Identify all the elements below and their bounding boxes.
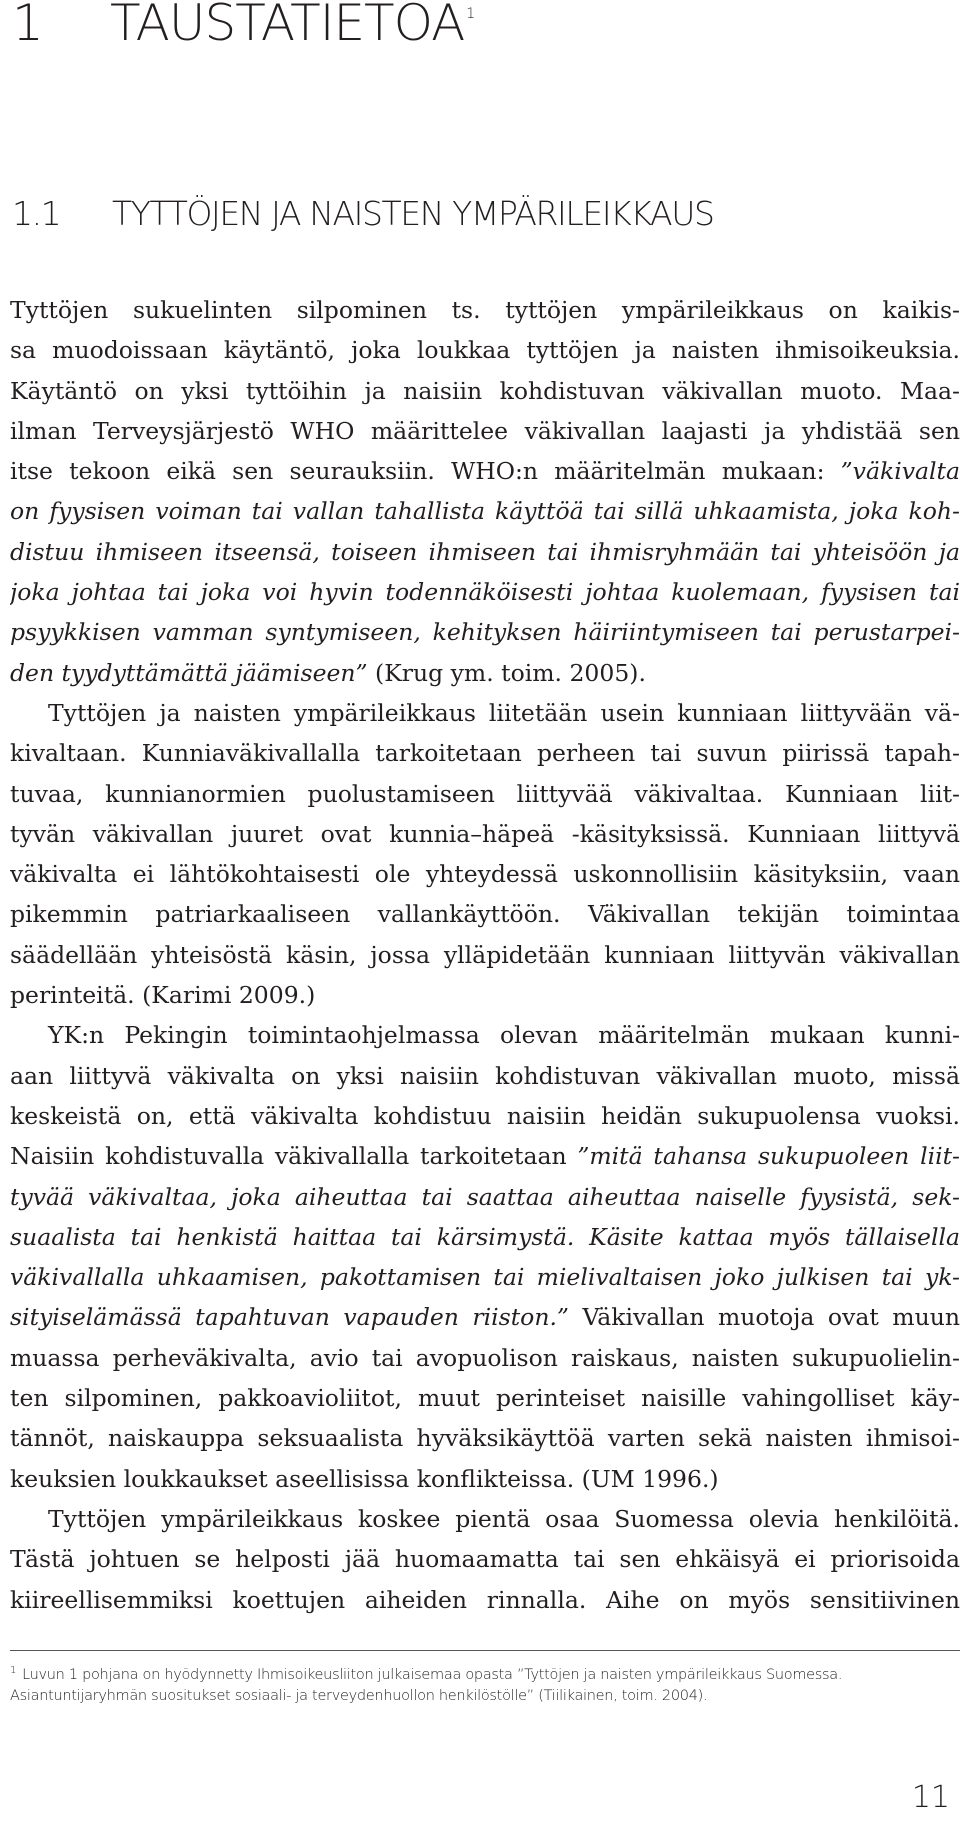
body-line: tuvaa, kunnianormien puolustamiseen liittyvää väkivaltaa. Kunniaan liit- xyxy=(10,779,960,808)
quote-line: joka johtaa tai joka voi hyvin todennäköisesti johtaa kuolemaan, fyysisen tai xyxy=(10,578,960,607)
body-line: väkivalta ei lähtökohtaisesti ole yhteydessä uskonnollisiin käsityksiin, vaan xyxy=(10,860,960,889)
body-line xyxy=(10,451,960,491)
body-line: keuksien loukkaukset aseellisissa konflikteissa. (UM 1996.) xyxy=(10,1464,719,1493)
body-line: muassa perheväkivalta, avio tai avopuolison raiskaus, naisten sukupuolielin- xyxy=(10,1343,960,1372)
section-number: 1.1 xyxy=(12,194,61,233)
body-line xyxy=(10,1297,960,1337)
quote-line: väkivallalla uhkaamisen, pakottamisen tai mielivaltaisen joko julkisen tai yk- xyxy=(10,1263,960,1292)
footnote-divider xyxy=(10,1650,960,1651)
body-text-run: itse tekoon eikä sen seurauksiin. WHO:n määritelmän mukaan: xyxy=(10,457,841,486)
quote-text: ”väkivalta xyxy=(840,457,960,486)
body-line: kivaltaan. Kunniaväkivallalla tarkoitetaan perheen tai suvun piirissä tapah- xyxy=(10,739,960,768)
section-heading xyxy=(12,194,714,233)
quote-line: tyvää väkivaltaa, joka aiheuttaa tai saattaa aiheuttaa naiselle fyysistä, sek- xyxy=(10,1182,960,1211)
body-line: pikemmin patriarkaaliseen vallankäyttöön. Väkivallan tekijän toimintaa xyxy=(10,900,960,929)
body-line: aan liittyvä väkivalta on yksi naisiin kohdistuvan väkivallan muoto, missä xyxy=(10,1061,960,1090)
citation: (Krug ym. toim. 2005). xyxy=(367,658,646,687)
body-line: perinteitä. (Karimi 2009.) xyxy=(10,981,316,1010)
body-line: tyvän väkivallan juuret ovat kunnia–häpeä -käsityksissä. Kunniaan liittyvä xyxy=(10,819,960,848)
quote-line: distuu ihmiseen itseensä, toiseen ihmiseen tai ihmisryhmään tai yhteisöön ja xyxy=(10,537,960,566)
chapter-heading xyxy=(12,0,474,52)
body-line: kiireellisemmiksi koettujen aiheiden rinnalla. Aihe on myös sensitiivinen xyxy=(10,1585,960,1614)
quote-line: suaalista tai henkistä haittaa tai kärsimystä. Käsite kattaa myös tällaisella xyxy=(10,1222,960,1251)
body-line: ilman Terveysjärjestö WHO määrittelee väkivallan laajasti ja yhdistää sen xyxy=(10,416,960,445)
footnote-mark: 1 xyxy=(10,1665,17,1676)
body-line: Tästä johtuen se helposti jää huomaamatta tai sen ehkäisyä ei priorisoida xyxy=(10,1545,960,1574)
body-line: Käytäntö on yksi tyttöihin ja naisiin kohdistuvan väkivallan muoto. Maa- xyxy=(10,376,960,405)
body-line xyxy=(10,653,960,693)
body-line: tännöt, naiskauppa seksuaalista hyväksikäyttöä varten sekä naisten ihmisoi- xyxy=(10,1424,960,1453)
chapter-number: 1 xyxy=(12,0,43,52)
quote-line: on fyysisen voiman tai vallan tahallista käyttöä tai sillä uhkaamista, joka koh- xyxy=(10,497,960,526)
body-text xyxy=(10,290,960,1620)
body-line: YK:n Pekingin toimintaohjelmassa olevan määritelmän mukaan kunni- xyxy=(48,1021,960,1050)
body-text-run: Naisiin kohdistuvalla väkivallalla tarkoitetaan xyxy=(10,1142,578,1171)
body-line: Tyttöjen ympärileikkaus koskee pientä osaa Suomessa olevia henkilöitä. xyxy=(48,1504,960,1533)
footnote-text: Luvun 1 pohjana on hyödynnetty Ihmisoikeusliiton julkaisemaa opasta ”Tyttöjen ja naisten ympärileikkaus Suomessa. xyxy=(22,1666,843,1683)
body-line: säädellään yhteisöstä käsin, jossa ylläpidetään kunniaan liittyvän väkivallan xyxy=(10,940,960,969)
body-line xyxy=(10,1136,960,1176)
section-title: TYTTÖJEN JA NAISTEN YMPÄRILEIKKAUS xyxy=(112,194,714,233)
page-number: 11 xyxy=(911,1780,950,1815)
footnote xyxy=(10,1660,960,1707)
chapter-footnote-mark: 1 xyxy=(466,6,475,22)
body-line: Tyttöjen ja naisten ympärileikkaus liitetään usein kunniaan liittyvään vä- xyxy=(48,698,960,727)
quote-text: sityiselämässä tapahtuvan vapauden riiston.” xyxy=(10,1303,569,1332)
footnote-line: Asiantuntijaryhmän suositukset sosiaali- ja terveydenhuollon henkilöstölle” (Tiilikainen, toim. 2004). xyxy=(10,1687,708,1704)
quote-line: psyykkisen vamman syntymiseen, kehityksen häiriintymiseen tai perustarpei- xyxy=(10,618,960,647)
body-line: keskeistä on, että väkivalta kohdistuu naisiin heidän sukupuolensa vuoksi. xyxy=(10,1101,960,1130)
quote-text: den tyydyttämättä jäämiseen” xyxy=(10,658,368,687)
quote-text: ”mitä tahansa sukupuoleen liit- xyxy=(577,1142,960,1171)
body-line: sa muodoissaan käytäntö, joka loukkaa tyttöjen ja naisten ihmisoikeuksia. xyxy=(10,336,960,365)
body-text-run: Väkivallan muotoja ovat muun xyxy=(568,1303,960,1332)
footnote-line xyxy=(10,1660,960,1686)
chapter-title: TAUSTATIETOA xyxy=(110,0,465,52)
body-line: Tyttöjen sukuelinten silpominen ts. tyttöjen ympärileikkaus on kaikis- xyxy=(10,296,960,324)
body-line: ten silpominen, pakkoavioliitot, muut perinteiset naisille vahingolliset käy- xyxy=(10,1384,960,1413)
